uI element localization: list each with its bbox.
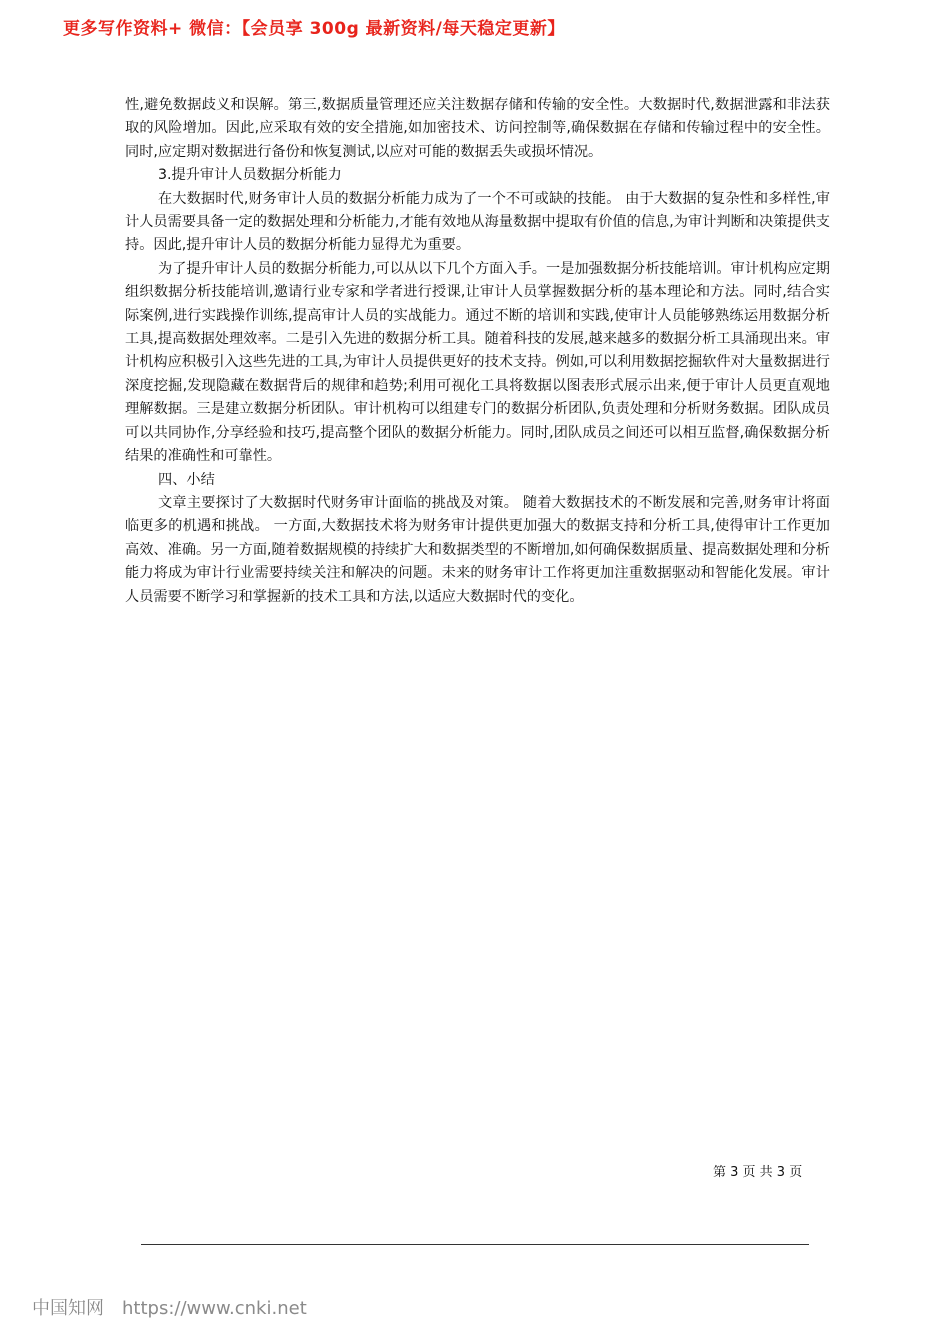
page-number: 第 3 页 共 3 页	[713, 1165, 803, 1180]
section-heading-summary: 四、小结	[158, 471, 215, 488]
watermark	[32, 1294, 307, 1320]
paragraph: 文章主要探讨了大数据时代财务审计面临的挑战及对策。 随着大数据技术的不断发展和完善,财务审计将面临更多的机遇和挑战。 一方面,大数据技术将为财务审计提供更加强大的数据支持和分析工具,使得审计工作更加高效、准确。另一方面,随着数据规模的持续扩大和数据类型的不断增加,如何确保数据质量、提高数据处理和分析能力将成为审计行业需要持续关注和解决的问题。未来的财务审计工作将更加注重数据驱动和智能化发展。审计人员需要不断学习和掌握新的技术工具和方法,以适应大数据时代的变化。	[125, 494, 830, 605]
section-heading-data-analysis: 3.提升审计人员数据分析能力	[158, 167, 342, 184]
watermark-url: https://www.cnki.net	[122, 1298, 307, 1319]
watermark-name: 中国知网	[32, 1298, 104, 1319]
footer-divider	[141, 1244, 809, 1245]
paragraph: 在大数据时代,财务审计人员的数据分析能力成为了一个不可或缺的技能。 由于大数据的复杂性和多样性,审计人员需要具备一定的数据处理和分析能力,才能有效地从海量数据中提取有价值的信息,为审计判断和决策提供支持。因此,提升审计人员的数据分析能力显得尤为重要。	[125, 190, 830, 254]
paragraph-continuation: 性,避免数据歧义和误解。第三,数据质量管理还应关注数据存储和传输的安全性。大数据时代,数据泄露和非法获取的风险增加。因此,应采取有效的安全措施,如加密技术、访问控制等,确保数据在存储和传输过程中的安全性。同时,应定期对数据进行备份和恢复测试,以应对可能的数据丢失或损坏情况。	[125, 97, 830, 160]
document-body	[125, 94, 830, 609]
paragraph: 为了提升审计人员的数据分析能力,可以从以下几个方面入手。一是加强数据分析技能培训。审计机构应定期组织数据分析技能培训,邀请行业专家和学者进行授课,让审计人员掌握数据分析的基本理论和方法。同时,结合实际案例,进行实践操作训练,提高审计人员的实战能力。通过不断的培训和实践,使审计人员能够熟练运用数据分析工具,提高数据处理效率。二是引入先进的数据分析工具。随着科技的发展,越来越多的数据分析工具涌现出来。审计机构应积极引入这些先进的工具,为审计人员提供更好的技术支持。例如,可以利用数据挖掘软件对大量数据进行深度挖掘,发现隐藏在数据背后的规律和趋势;利用可视化工具将数据以图表形式展示出来,便于审计人员更直观地理解数据。三是建立数据分析团队。审计机构可以组建专门的数据分析团队,负责处理和分析财务数据。团队成员可以共同协作,分享经验和技巧,提高整个团队的数据分析能力。同时,团队成员之间还可以相互监督,确保数据分析结果的准确性和可靠性。	[125, 260, 830, 465]
promo-banner-text: 更多写作资料+ 微信：【会员享 300g 最新资料/每天稳定更新】	[63, 19, 565, 39]
